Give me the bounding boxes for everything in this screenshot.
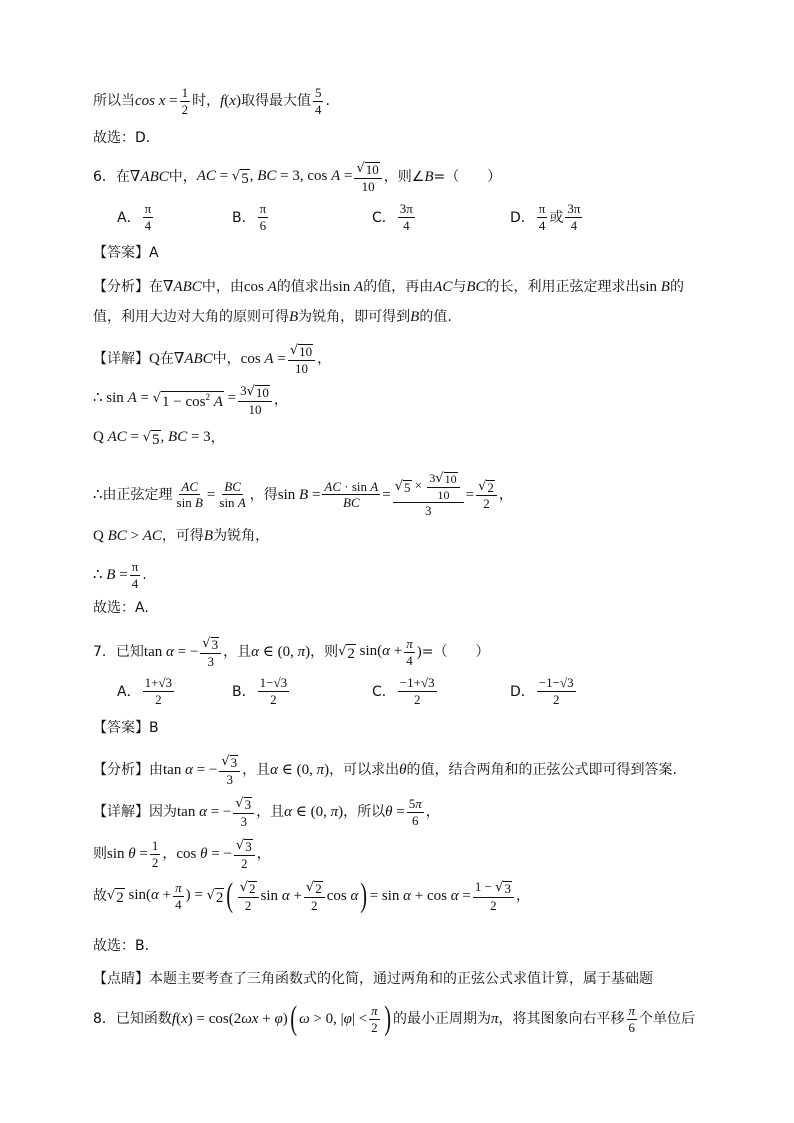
q7-option-d[interactable]: D． $\frac{-1-√3}{2}$ bbox=[510, 675, 574, 707]
q7-detail-2: 则 sin θ = $\frac{1}{2}$ ， cos θ = − √ 3 2 ， bbox=[93, 838, 271, 871]
q6-detail-1: 【详解】 Q 在 ∇ABC 中， cos A = √ 10 10 ， bbox=[93, 343, 332, 376]
answer-5: 故选：D. bbox=[93, 130, 151, 146]
question-6-stem: 6． 在 ∇ABC 中， AC = √ 5 , BC = 3, cos A = √ 10 10 ，则∠ B =（ ） bbox=[93, 161, 502, 194]
q7-analysis: 【分析】 由 tan α = − √ 3 3 ，且 α ∈ (0, π) ，可以求出 θ 的值，结合两角和的正弦公式即可得到答案. bbox=[93, 754, 677, 787]
q7-option-a[interactable]: A． $\frac{1+√3}{2}$ bbox=[117, 675, 173, 707]
q6-option-b[interactable]: B． $\frac{\pi}{6}$ bbox=[232, 201, 267, 233]
q6-detail-3: Q AC = √ 5 , BC = 3 ， bbox=[93, 429, 225, 448]
question-7-stem: 7． 已知 tan α = − √ 3 3 ，且 α ∈ (0, π) ，则 √ 2 sin(α + $\frac{\pi}{4}$ ) =（ ） bbox=[93, 636, 490, 669]
question-8-stem: 8． 已知函数 f(x) = cos(2ωx + φ) ( ω > 0, |φ| < $\frac{\pi}{2}$ ) 的最小正周期为 π ，将其图象向右平移 $\frac{\pi}{6}$ 个单位后 bbox=[93, 1000, 696, 1037]
q7-detail-1: 【详解】 因为 tan α = − √ 3 3 ，且 α ∈ (0, π) ，所以 θ = $\frac{5\pi}{6}$ ， bbox=[93, 796, 440, 829]
q6-analysis-2: 值，利用大边对大角的原则可得 B 为锐角，即可得到 B 的值. bbox=[93, 308, 452, 325]
max-value-fraction: $\frac{5}{4}$ bbox=[314, 85, 322, 117]
q7-final: 故选：B. bbox=[93, 938, 150, 954]
q7-option-c[interactable]: C． $\frac{-1+√3}{2}$ bbox=[372, 675, 435, 707]
q6-detail-4: ∴ 由正弦定理 $\frac{AC}{\text{sin B}}$ = $\frac{BC}{\text{sin A}}$ ，得 sin B = $\frac{\text{AC · sin A}}{BC}$ = √ 5 × 3 √ 10 10 3 = √ 2 2 ， bbox=[93, 471, 513, 519]
q6-detail-2: ∴ sin A = √ $1 - \cos^2 A$ = 3 √ 10 10 ， bbox=[93, 383, 288, 417]
q6-detail-5: Q BC > AC ，可得 B 为锐角， bbox=[93, 527, 270, 544]
q6-detail-6: ∴ B = $\frac{\pi}{4}$ . bbox=[93, 559, 147, 591]
q7-option-b[interactable]: B． $\frac{1-√3}{2}$ bbox=[232, 675, 288, 707]
q7-detail-3: 故 √ 2 sin(α + $\frac{\pi}{4}$ ) = √ 2 ( √ 2 2 sin α + √ 2 2 cos α ) = sin α + cos α = 1 − √ 3 2 ， bbox=[93, 876, 530, 914]
conclusion-line: 所以当 cos x = $\frac{1}{2}$ 时， f(x) 取得最大值 $\frac{5}{4}$ . bbox=[93, 85, 330, 117]
q7-answer: 【答案】 B bbox=[93, 720, 159, 736]
q6-option-a[interactable]: A． $\frac{\pi}{4}$ bbox=[117, 201, 152, 233]
q6-option-d[interactable]: D． $\frac{\pi}{4}$ 或 $\frac{3\pi}{4}$ bbox=[510, 201, 581, 233]
q6-analysis-1: 【分析】 在 ∇ABC 中，由 cos A 的值求出 sin A 的值，再由 AC 与 BC 的长，利用正弦定理求出 sin B 的 bbox=[93, 278, 684, 295]
q6-final: 故选：A. bbox=[93, 600, 149, 616]
q6-option-c[interactable]: C． $\frac{3\pi}{4}$ bbox=[372, 201, 413, 233]
q6-answer: 【答案】 A bbox=[93, 245, 159, 261]
q7-comment: 【点睛】 本题主要考查了三角函数式的化简，通过两角和的正弦公式求值计算，属于基础题 bbox=[93, 971, 653, 987]
